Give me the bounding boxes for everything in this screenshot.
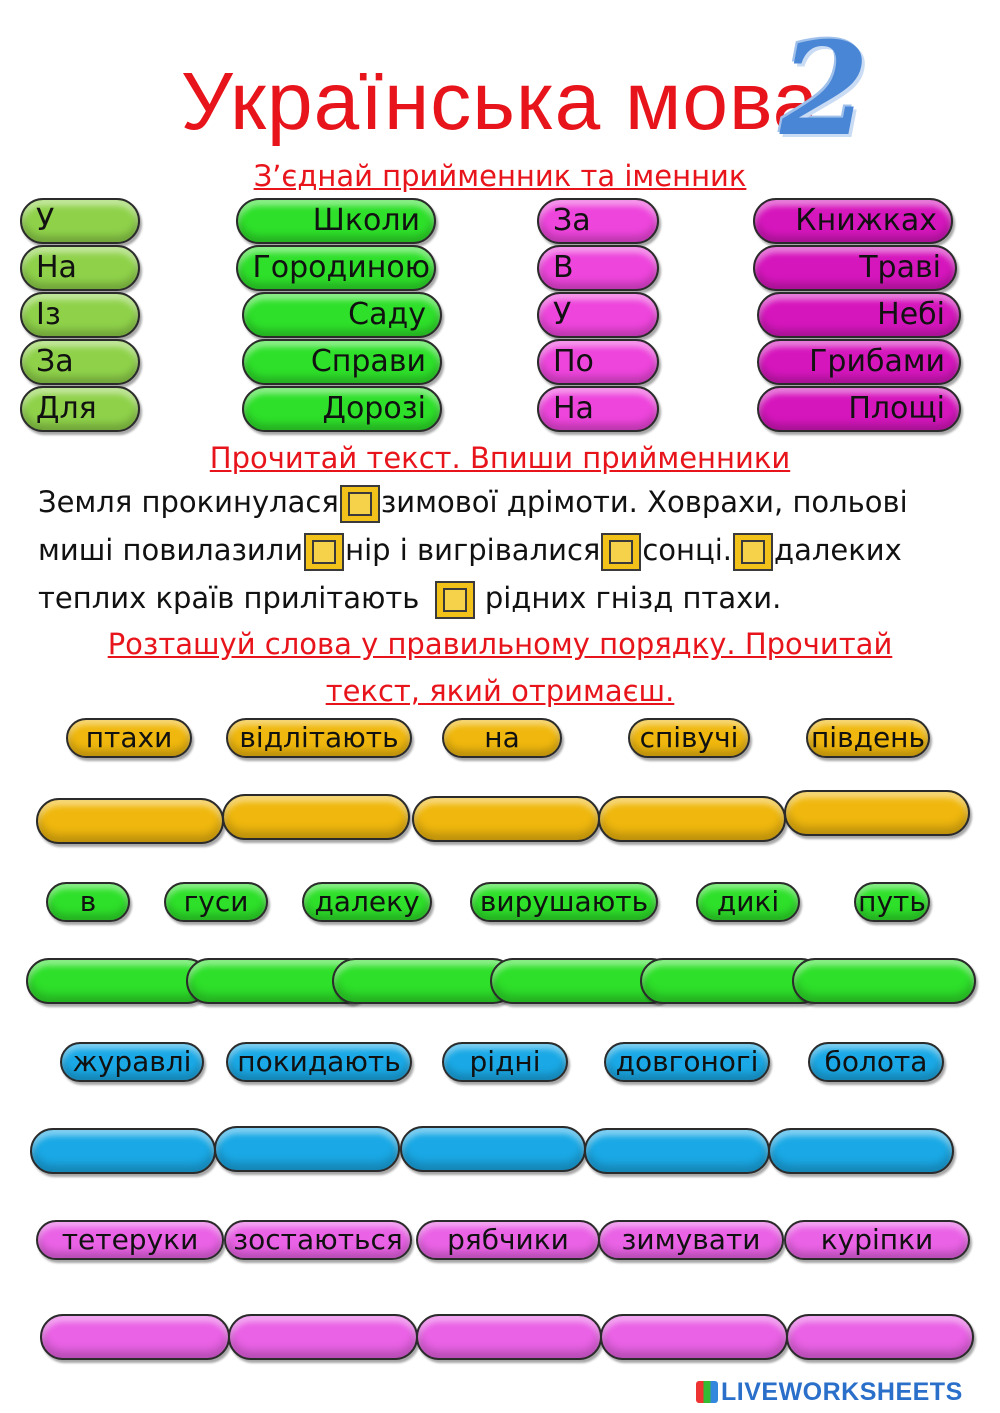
draggable-word[interactable]: довгоногі bbox=[604, 1042, 770, 1082]
text-line bbox=[38, 526, 968, 574]
fill-in-text bbox=[38, 478, 968, 622]
noun-card[interactable]: Траві bbox=[753, 245, 957, 291]
drop-slot[interactable] bbox=[784, 790, 970, 836]
draggable-word[interactable]: покидають bbox=[226, 1042, 412, 1082]
drop-slot[interactable] bbox=[228, 1314, 418, 1360]
text-line bbox=[38, 478, 968, 526]
preposition-card[interactable]: Для bbox=[20, 386, 140, 432]
noun-card[interactable]: Саду bbox=[242, 292, 442, 338]
drop-slot[interactable] bbox=[416, 1314, 602, 1360]
text-fragment: Земля прокинулася bbox=[38, 485, 339, 519]
drop-slot[interactable] bbox=[222, 794, 410, 840]
drop-slot[interactable] bbox=[792, 958, 976, 1004]
text-fragment: сонці. bbox=[642, 533, 733, 567]
draggable-word[interactable]: на bbox=[442, 718, 562, 758]
task1-heading: З’єднай прийменник та іменник bbox=[253, 159, 747, 193]
draggable-word[interactable]: співучі bbox=[628, 718, 750, 758]
draggable-word[interactable]: далеку bbox=[302, 882, 432, 922]
draggable-word[interactable]: вирушають bbox=[470, 882, 658, 922]
text-fragment: нір і вигрівалися bbox=[345, 533, 601, 567]
noun-card[interactable]: Справи bbox=[242, 339, 442, 385]
preposition-card[interactable]: По bbox=[537, 339, 659, 385]
preposition-card[interactable]: За bbox=[20, 339, 140, 385]
noun-card[interactable]: Небі bbox=[757, 292, 961, 338]
text-line bbox=[38, 574, 968, 622]
draggable-word[interactable]: птахи bbox=[66, 718, 192, 758]
text-fragment: рідних гнізд птахи. bbox=[475, 581, 782, 615]
noun-card[interactable]: Школи bbox=[236, 198, 436, 244]
text-fragment: зимової дрімоти. Ховрахи, польові bbox=[380, 485, 908, 519]
preposition-card[interactable]: Із bbox=[20, 292, 140, 338]
draggable-word[interactable]: зостаються bbox=[224, 1220, 412, 1260]
noun-card[interactable]: Грибами bbox=[757, 339, 961, 385]
text-fragment: теплих країв прилітають bbox=[38, 581, 429, 615]
draggable-word[interactable]: болота bbox=[808, 1042, 944, 1082]
preposition-card[interactable]: В bbox=[537, 245, 659, 291]
draggable-word[interactable]: зимувати bbox=[598, 1220, 784, 1260]
answer-blank[interactable] bbox=[340, 485, 380, 523]
drop-slot[interactable] bbox=[584, 1128, 770, 1174]
drop-slot[interactable] bbox=[214, 1126, 400, 1172]
drop-slot[interactable] bbox=[412, 796, 600, 842]
grade-number: 2 bbox=[780, 15, 870, 165]
noun-card[interactable]: Городиною bbox=[236, 245, 436, 291]
drop-slot[interactable] bbox=[598, 796, 786, 842]
brand-text: LIVEWORKSHEETS bbox=[721, 1378, 963, 1406]
draggable-word[interactable]: путь bbox=[854, 882, 930, 922]
draggable-word[interactable]: журавлі bbox=[60, 1042, 204, 1082]
draggable-word[interactable]: гуси bbox=[164, 882, 268, 922]
drop-slot[interactable] bbox=[26, 958, 210, 1004]
noun-card[interactable]: Дорозі bbox=[242, 386, 442, 432]
draggable-word[interactable]: південь bbox=[806, 718, 930, 758]
liveworksheets-logo bbox=[696, 1378, 963, 1407]
draggable-word[interactable]: тетеруки bbox=[36, 1220, 224, 1260]
drop-slot[interactable] bbox=[600, 1314, 788, 1360]
draggable-word[interactable]: дикі bbox=[696, 882, 800, 922]
draggable-word[interactable]: рідні bbox=[442, 1042, 568, 1082]
noun-card[interactable]: Площі bbox=[757, 386, 961, 432]
drop-slot[interactable] bbox=[30, 1128, 216, 1174]
preposition-card[interactable]: На bbox=[20, 245, 140, 291]
preposition-card[interactable]: У bbox=[537, 292, 659, 338]
answer-blank[interactable] bbox=[601, 533, 641, 571]
draggable-word[interactable]: відлітають bbox=[226, 718, 412, 758]
drop-slot[interactable] bbox=[768, 1128, 954, 1174]
noun-card[interactable]: Книжках bbox=[753, 198, 953, 244]
text-fragment: далеких bbox=[774, 533, 902, 567]
text-fragment: миші повилазили bbox=[38, 533, 304, 567]
drop-slot[interactable] bbox=[400, 1126, 586, 1172]
task2-heading: Прочитай текст. Впиши прийменники bbox=[209, 441, 791, 475]
brand-icon bbox=[696, 1381, 718, 1403]
task3-heading-line1: Розташуй слова у правильному порядку. Прочитай bbox=[107, 627, 893, 661]
preposition-card[interactable]: На bbox=[537, 386, 659, 432]
answer-blank[interactable] bbox=[304, 533, 344, 571]
drop-slot[interactable] bbox=[786, 1314, 974, 1360]
answer-blank[interactable] bbox=[733, 533, 773, 571]
draggable-word[interactable]: в bbox=[46, 882, 130, 922]
drop-slot[interactable] bbox=[36, 798, 224, 844]
drop-slot[interactable] bbox=[332, 958, 516, 1004]
answer-blank[interactable] bbox=[435, 581, 475, 619]
page-title: Українська мова bbox=[180, 56, 820, 147]
preposition-card[interactable]: У bbox=[20, 198, 140, 244]
task3-heading-line2: текст, який отримаєш. bbox=[325, 674, 675, 708]
drop-slot[interactable] bbox=[40, 1314, 230, 1360]
draggable-word[interactable]: рябчики bbox=[416, 1220, 600, 1260]
draggable-word[interactable]: куріпки bbox=[784, 1220, 970, 1260]
preposition-card[interactable]: За bbox=[537, 198, 659, 244]
